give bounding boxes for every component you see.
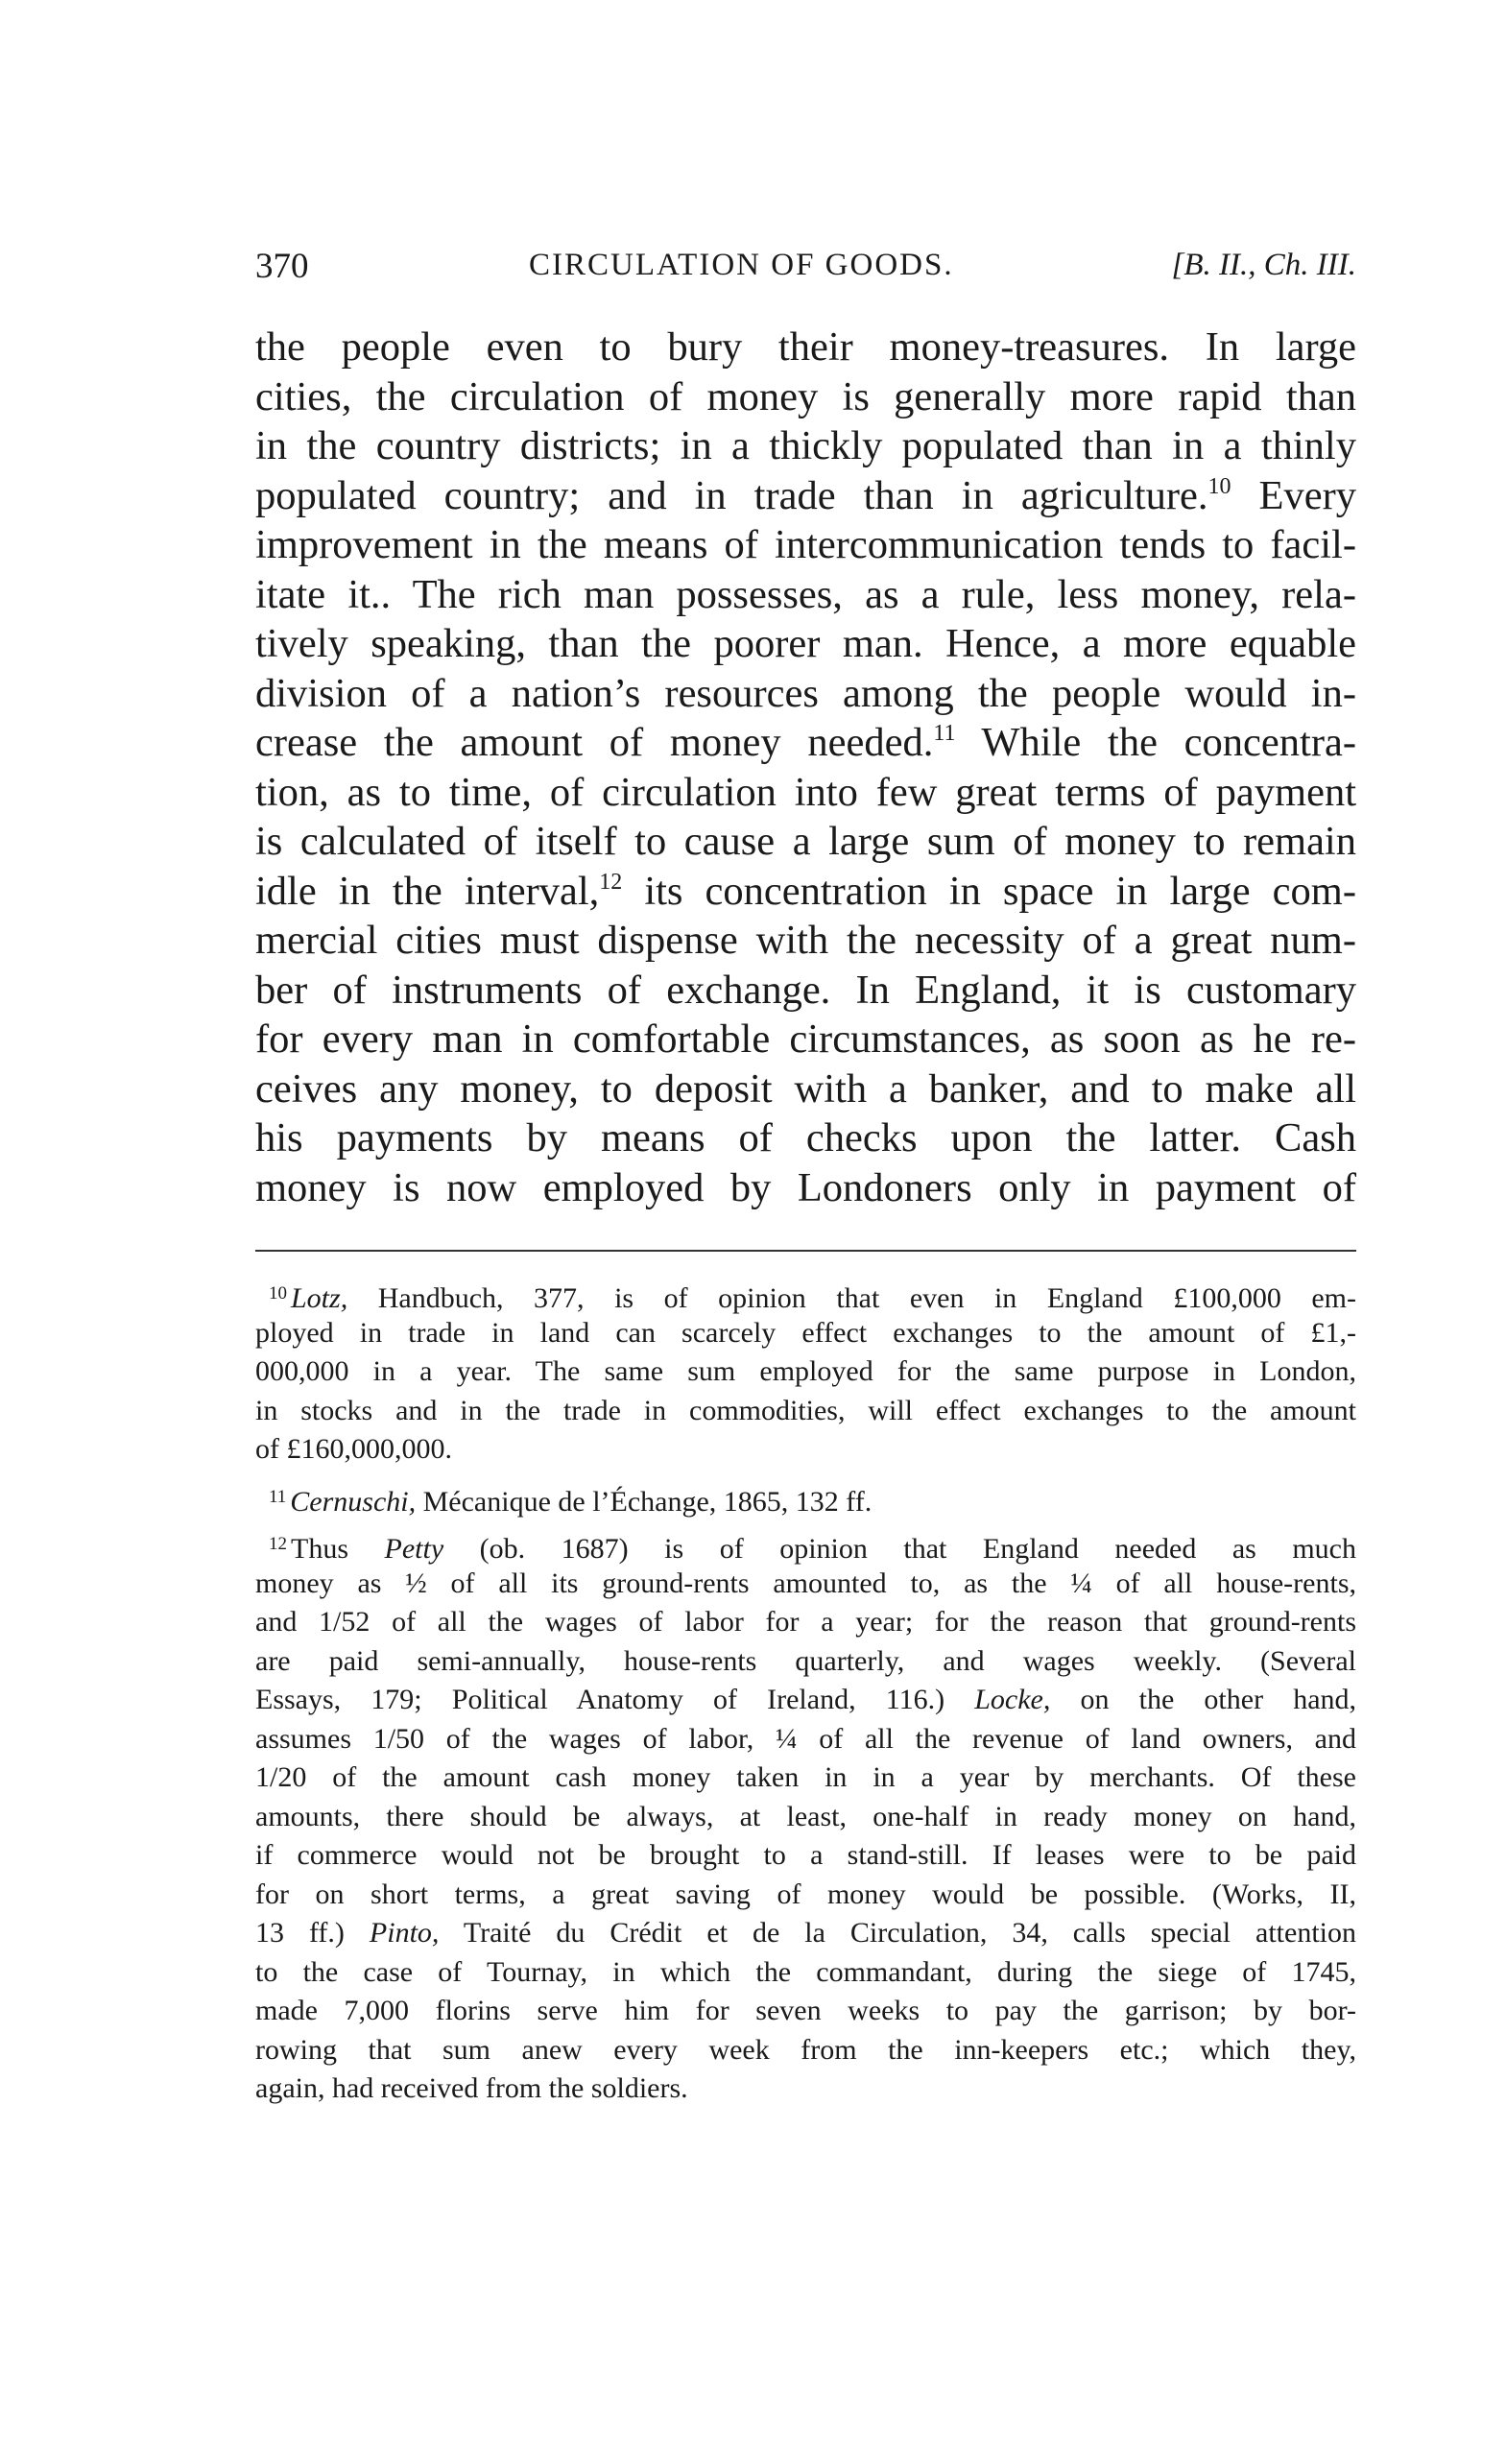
body-line	[255, 718, 1356, 768]
footnote-author: Cernuschi,	[290, 1485, 417, 1518]
body-line-text: populated country; and in trade than in agriculture.	[255, 472, 1208, 518]
body-line: tion, as to time, of circulation into few great terms of payment	[255, 769, 1356, 815]
body-line-text: crease the amount of money needed.	[255, 720, 934, 765]
footnote-text: on the other hand,	[1080, 1684, 1357, 1715]
body-line: the people even to bury their money-treasures. In large	[255, 324, 1356, 370]
footnote-line: 1/20 of the amount cash money taken in in a year by merchants. Of these	[255, 1761, 1356, 1793]
section-reference: [B. II., Ch. III.	[1171, 248, 1356, 282]
footnote-line: money as ½ of all its ground-rents amounted to, as the ¼ of all house-rents,	[255, 1567, 1356, 1599]
page-number: 370	[255, 247, 309, 286]
footnote-line	[255, 1681, 1356, 1720]
body-line: improvement in the means of intercommunication tends to facil-	[255, 522, 1356, 567]
footnote-line: assumes 1/50 of the wages of labor, ¼ of all the revenue of land owners, and	[255, 1722, 1356, 1755]
footnote-mark: 10	[269, 1283, 287, 1304]
footnote-11	[255, 1478, 1356, 1518]
footnote-author: Petty	[384, 1533, 444, 1565]
footnote-text: 13 ff.)	[255, 1917, 345, 1949]
footnote-author: Lotz,	[291, 1282, 348, 1314]
footnote-line: and 1/52 of all the wages of labor for a year; for the reason that ground-rents	[255, 1606, 1356, 1638]
body-line: itate it.. The rich man possesses, as a rule, less money, rela-	[255, 571, 1356, 617]
body-line: for every man in comfortable circumstances, as soon as he re-	[255, 1017, 1356, 1062]
footnote-line: are paid semi-annually, house-rents quarterly, and wages weekly. (Several	[255, 1644, 1356, 1677]
footnote-line: rowing that sum anew every week from the inn-keepers etc.; which they,	[255, 2033, 1356, 2066]
running-header	[255, 246, 1356, 292]
footnote-author: Pinto,	[369, 1917, 440, 1949]
body-line: in the country districts; in a thickly populated than in a thinly	[255, 423, 1356, 468]
footnote-divider	[255, 1250, 1356, 1252]
body-line	[255, 867, 1356, 917]
footnote-text: (ob. 1687) is of opinion that England needed as much	[479, 1533, 1356, 1565]
footnote-line: of £160,000,000.	[255, 1433, 452, 1465]
footnote-line: in stocks and in the trade in commodities, will effect exchanges to the amount	[255, 1394, 1356, 1426]
body-line: tively speaking, than the poorer man. Hence, a more equable	[255, 621, 1356, 666]
body-line: money is now employed by Londoners only in payment of	[255, 1164, 1356, 1210]
footnote-line: again, had received from the soldiers.	[255, 2072, 688, 2104]
footnote-line	[255, 1914, 1356, 1953]
footnote-text: Traité du Crédit et de la Circulation, 34, calls special attention	[463, 1917, 1356, 1949]
footnote-ref-12: 12	[599, 869, 623, 895]
footnote-mark: 11	[269, 1486, 287, 1507]
footnote-line	[255, 1275, 1356, 1314]
body-line-text: idle in the interval,	[255, 868, 600, 914]
footnote-line: amounts, there should be always, at least, one-half in ready money on hand,	[255, 1800, 1356, 1832]
footnote-text: Mécanique de l’Échange, 1865, 132 ff.	[422, 1485, 873, 1518]
footnote-line: to the case of Tournay, in which the commandant, during the siege of 1745,	[255, 1955, 1356, 1988]
body-line-tail: While the concentra-	[981, 720, 1356, 765]
footnote-12	[255, 1525, 1356, 2109]
body-line: cities, the circulation of money is generally more rapid than	[255, 373, 1356, 419]
body-line: ceives any money, to deposit with a banker, and to make all	[255, 1065, 1356, 1112]
body-line: his payments by means of checks upon the latter. Cash	[255, 1115, 1356, 1160]
footnote-ref-11: 11	[933, 721, 956, 746]
footnote-line	[255, 1525, 1356, 1565]
footnote-line	[255, 1478, 1356, 1518]
footnote-line: for on short terms, a great saving of money would be possible. (Works, II,	[255, 1878, 1356, 1910]
footnotes	[255, 1275, 1356, 2109]
footnote-mark: 12	[269, 1534, 287, 1554]
footnote-text: Essays, 179; Political Anatomy of Ireland, 116.)	[255, 1684, 945, 1715]
footnote-line: if commerce would not be brought to a stand-still. If leases were to be paid	[255, 1839, 1356, 1871]
body-line: mercial cities must dispense with the necessity of a great num-	[255, 918, 1356, 963]
footnote-line: made 7,000 florins serve him for seven weeks to pay the garrison; by bor-	[255, 1995, 1356, 2026]
body-line-tail: its concentration in space in large com-	[644, 868, 1356, 914]
footnote-line: 000,000 in a year. The same sum employed for the same purpose in London,	[255, 1355, 1356, 1387]
body-line: ber of instruments of exchange. In England, it is customary	[255, 967, 1356, 1013]
body-line: division of a nation’s resources among the people would in-	[255, 670, 1356, 716]
body-line	[255, 471, 1356, 521]
body-text	[255, 323, 1356, 1212]
footnote-line: ployed in trade in land can scarcely effect exchanges to the amount of £1,-	[255, 1316, 1356, 1349]
footnote-ref-10: 10	[1207, 473, 1231, 499]
footnote-author: Locke,	[974, 1684, 1051, 1715]
body-line-tail: Every	[1258, 472, 1356, 518]
footnote-text: Handbuch, 377, is of opinion that even in England £100,000 em-	[377, 1282, 1356, 1314]
footnote-10	[255, 1275, 1356, 1470]
footnote-text: Thus	[291, 1533, 348, 1565]
running-title: CIRCULATION OF GOODS.	[529, 248, 954, 282]
body-line: is calculated of itself to cause a large sum of money to remain	[255, 819, 1356, 864]
